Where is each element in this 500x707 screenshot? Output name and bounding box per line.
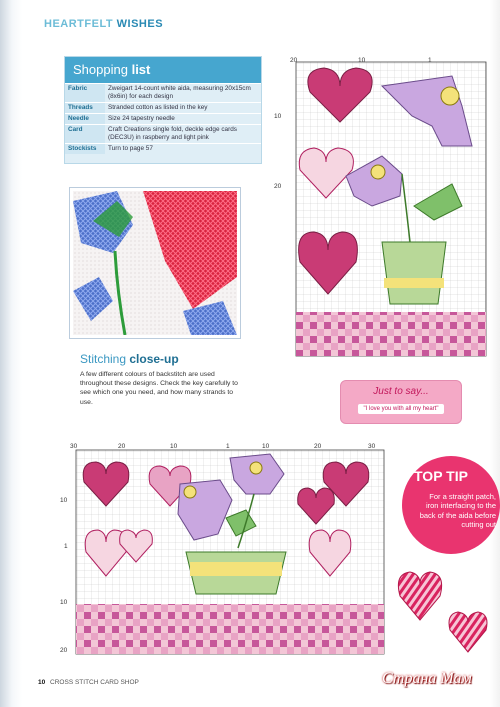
flower-pot — [382, 242, 446, 304]
flower-center — [184, 486, 196, 498]
bottom-y-tick: 10 — [60, 497, 68, 504]
shopping-key: Card — [65, 125, 105, 144]
shopping-title-b: list — [131, 62, 151, 77]
closeup-title — [80, 352, 179, 366]
page-number: 10 — [38, 679, 46, 686]
paper-heart — [398, 572, 441, 620]
shopping-row — [65, 84, 261, 103]
pot-band — [384, 278, 444, 288]
top-x-tick: 20 — [290, 57, 298, 64]
shopping-key: Threads — [65, 103, 105, 114]
top-tip-title: TOP TIP — [414, 468, 468, 484]
top-y-tick: 20 — [274, 183, 282, 190]
just-say-message: "I love you with all my heart" — [358, 404, 445, 414]
shopping-value: Size 24 tapestry needle — [105, 114, 261, 125]
shopping-row — [65, 125, 261, 144]
shopping-list-table — [65, 83, 261, 154]
bottom-x-tick: 20 — [314, 443, 322, 450]
bottom-x-tick: 10 — [262, 443, 270, 450]
watermark-text: Страна Мам — [382, 670, 472, 687]
bottom-x-tick: 1 — [226, 443, 230, 450]
checker-border — [296, 312, 486, 356]
magazine-name: CROSS STITCH CARD SHOP — [50, 679, 139, 686]
shopping-key: Stockists — [65, 144, 105, 155]
top-cross-stitch-chart — [274, 56, 492, 366]
top-x-tick: 10 — [358, 57, 366, 64]
top-x-tick: 1 — [428, 57, 432, 64]
shopping-row — [65, 144, 261, 155]
shopping-value: Craft Creations single fold, deckle edge cards (DEC3U) in raspberry and light pink — [105, 125, 261, 144]
flower-center — [371, 165, 385, 179]
bottom-y-tick: 20 — [60, 647, 68, 654]
header-part1: HEARTFELT — [44, 18, 114, 30]
page-footer — [38, 679, 139, 686]
pot-band — [190, 562, 282, 576]
top-y-tick: 10 — [274, 113, 282, 120]
closeup-title-a: Stitching — [80, 352, 127, 366]
shopping-value: Zweigart 14-count white aida, measuring 20x15cm (8x6in) for each design — [105, 84, 261, 103]
shopping-value: Turn to page 57 — [105, 144, 261, 155]
flower-center — [441, 87, 459, 105]
section-header — [44, 18, 163, 30]
top-tip-text: For a straight patch, iron interfacing to the back of the aida before cutting out — [419, 492, 496, 530]
shopping-list-box — [64, 56, 262, 164]
shopping-list-title — [65, 57, 261, 83]
checker-border — [76, 604, 384, 654]
header-part2: WISHES — [116, 18, 164, 30]
page-binding-shadow — [0, 0, 22, 707]
shopping-key: Needle — [65, 114, 105, 125]
flower-center — [250, 462, 262, 474]
shopping-key: Fabric — [65, 84, 105, 103]
bottom-x-tick: 30 — [368, 443, 376, 450]
shopping-value: Stranded cotton as listed in the key — [105, 103, 261, 114]
bottom-y-tick: 10 — [60, 599, 68, 606]
closeup-text: A few different colours of backstitch are used throughout these designs. Check the key carefully to see which one you need, and how many strands to use. — [80, 371, 238, 406]
striped-paper-hearts — [392, 560, 492, 660]
bottom-x-tick: 30 — [70, 443, 78, 450]
shopping-title-a: Shopping — [73, 62, 128, 77]
shopping-row — [65, 103, 261, 114]
bottom-cross-stitch-chart — [60, 443, 390, 658]
just-to-say-badge — [340, 380, 462, 424]
closeup-title-b: close-up — [129, 352, 179, 366]
bottom-x-tick: 20 — [118, 443, 126, 450]
bottom-x-tick: 10 — [170, 443, 178, 450]
just-say-title: Just to say... — [373, 386, 429, 397]
top-tip-circle — [402, 456, 500, 554]
shopping-row — [65, 114, 261, 125]
paper-heart — [449, 612, 487, 652]
stitching-closeup-photo — [70, 188, 240, 338]
bottom-y-tick: 1 — [64, 543, 68, 550]
